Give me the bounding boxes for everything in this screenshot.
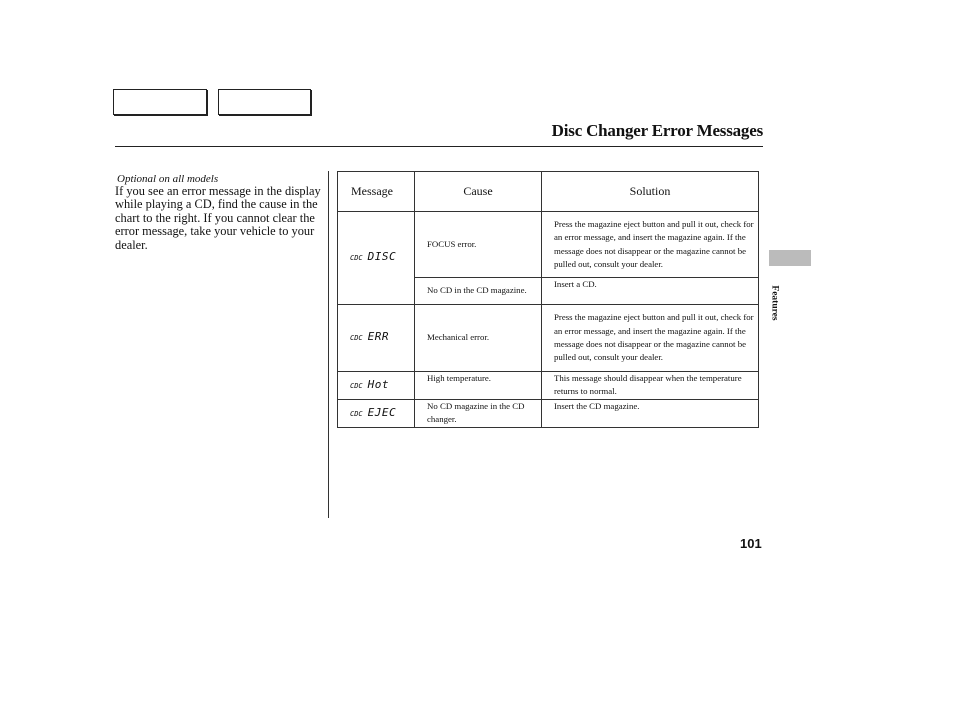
cause-cell: High temperature.: [415, 372, 542, 400]
cause-cell: FOCUS error.: [415, 212, 542, 278]
lcd-code: DISC: [367, 250, 397, 264]
lcd-prefix: CDC: [350, 381, 363, 390]
lcd-display-hot: [350, 378, 389, 393]
lcd-code: ERR: [367, 330, 390, 344]
table-row: [338, 212, 759, 278]
table-header-row: [338, 172, 759, 212]
lcd-code: Hot: [367, 377, 390, 391]
header-message: Message: [338, 172, 415, 212]
lcd-display-ejec: [350, 406, 396, 421]
solution-cell: Press the magazine eject button and pull it out, check for an error message, and insert the magazine again. If the message does not disappear or the magazine cannot be pulled out, consult your dealer.: [542, 305, 759, 372]
optional-note: Optional on all models: [117, 173, 219, 185]
cause-cell: Mechanical error.: [415, 305, 542, 372]
solution-cell: Insert a CD.: [542, 278, 759, 305]
page-title: Disc Changer Error Messages: [551, 121, 763, 140]
cause-cell: No CD in the CD magazine.: [415, 278, 542, 305]
lcd-prefix: CDC: [350, 409, 363, 418]
lcd-display-err: [350, 330, 389, 345]
page-number: 101: [740, 536, 762, 551]
solution-cell: Insert the CD magazine.: [542, 399, 759, 427]
message-cell-err: [338, 305, 415, 372]
nav-tab-box-1[interactable]: [113, 89, 207, 115]
solution-cell: Press the magazine eject button and pull it out, check for an error message, and insert the magazine again. If the message does not disappear or the magazine cannot be pulled out, consult your dealer.: [542, 212, 759, 278]
message-cell-ejec: [338, 399, 415, 427]
lcd-display-disc: [350, 250, 396, 265]
lcd-prefix: CDC: [350, 334, 363, 343]
solution-cell: This message should disappear when the temperature returns to normal.: [542, 372, 759, 400]
intro-paragraph: If you see an error message in the display while playing a CD, find the cause in the chart to the right. If you cannot clear the error message, take your vehicle to your dealer.: [115, 184, 321, 252]
header-solution: Solution: [542, 172, 759, 212]
error-message-table: [337, 171, 759, 428]
table-row: [338, 399, 759, 427]
nav-tab-box-2[interactable]: [218, 89, 311, 115]
section-tab-marker: [769, 250, 811, 266]
table-row: [338, 305, 759, 372]
column-divider: [328, 171, 329, 518]
table-row: [338, 372, 759, 400]
lcd-prefix: CDC: [350, 254, 363, 263]
message-cell-disc: [338, 212, 415, 305]
lcd-code: EJEC: [367, 405, 397, 419]
section-label: [763, 283, 787, 323]
title-divider: [115, 146, 763, 147]
section-label-text: Features: [770, 285, 780, 321]
message-cell-hot: [338, 372, 415, 400]
header-cause: Cause: [415, 172, 542, 212]
cause-cell: No CD magazine in the CD changer.: [415, 399, 542, 427]
